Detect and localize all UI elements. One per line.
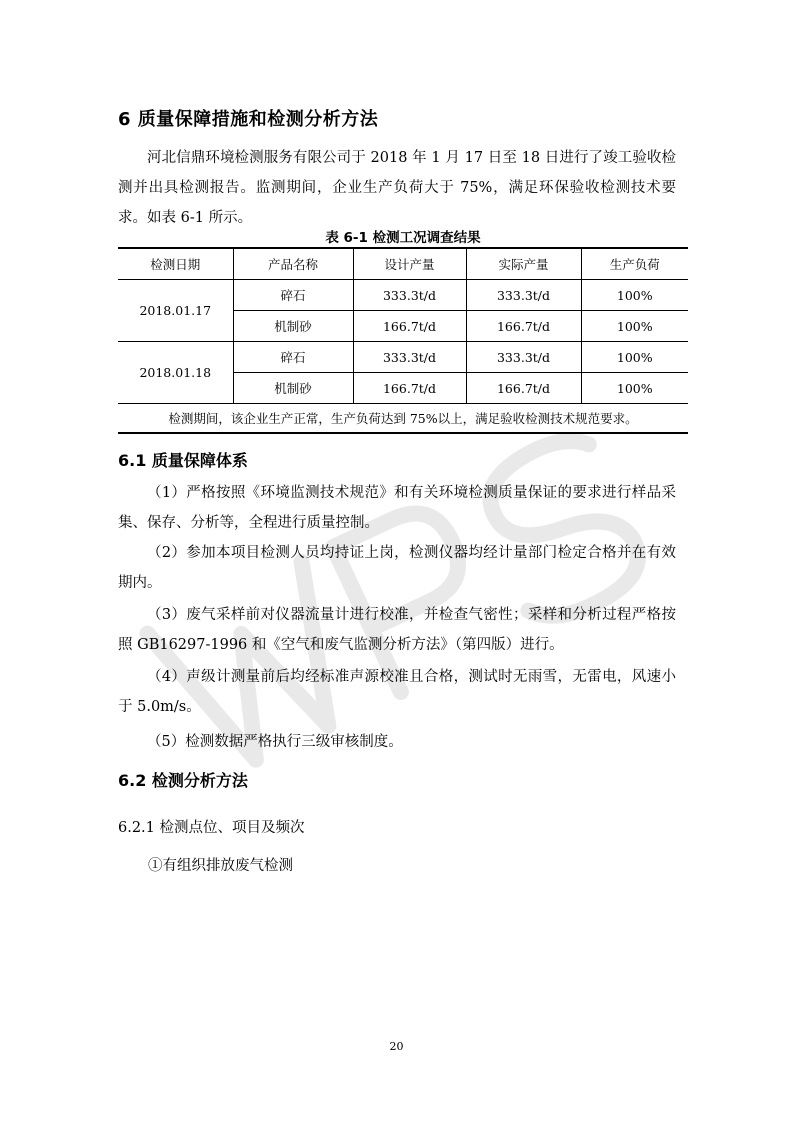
header-design-output: 设计产量 (353, 248, 466, 280)
actual-cell: 166.7t/d (466, 311, 581, 342)
table-note-row (118, 404, 688, 434)
design-cell: 333.3t/d (353, 280, 466, 311)
table-note: 检测期间，该企业生产正常，生产负荷达到 75%以上，满足验收检测技术规范要求。 (118, 404, 688, 434)
header-actual-output: 实际产量 (466, 248, 581, 280)
page-number: 20 (389, 1040, 404, 1053)
inspection-condition-table (118, 247, 688, 434)
section-6-1-heading: 6.1 质量保障体系 (118, 451, 248, 470)
table-header-row (118, 248, 688, 280)
header-date: 检测日期 (118, 248, 233, 280)
qa-item-3: （3）废气采样前对仪器流量计进行校准，并检查气密性；采样和分析过程严格按照 GB16297-1996 和《空气和废气监测分析方法》（第四版）进行。 (118, 607, 676, 653)
date-cell: 2018.01.18 (118, 342, 233, 404)
qa-item-5: （5）检测数据严格执行三级审核制度。 (147, 734, 403, 750)
table-row (118, 342, 688, 373)
table-caption: 表 6-1 检测工况调查结果 (325, 230, 481, 246)
load-cell: 100% (581, 342, 688, 373)
date-cell: 2018.01.17 (118, 280, 233, 342)
header-product: 产品名称 (233, 248, 353, 280)
qa-item-2: （2）参加本项目检测人员均持证上岗，检测仪器均经计量部门检定合格并在有效期内。 (118, 545, 676, 591)
design-cell: 166.7t/d (353, 373, 466, 404)
product-cell: 碎石 (233, 280, 353, 311)
section-6-2-heading: 6.2 检测分析方法 (118, 771, 248, 790)
load-cell: 100% (581, 280, 688, 311)
section-6-heading: 6 质量保障措施和检测分析方法 (118, 109, 379, 130)
product-cell: 碎石 (233, 342, 353, 373)
actual-cell: 333.3t/d (466, 342, 581, 373)
qa-item-1: （1）严格按照《环境监测技术规范》和有关环境检测质量保证的要求进行样品采集、保存、分析等，全程进行质量控制。 (118, 485, 676, 531)
header-load: 生产负荷 (581, 248, 688, 280)
product-cell: 机制砂 (233, 311, 353, 342)
load-cell: 100% (581, 311, 688, 342)
design-cell: 333.3t/d (353, 342, 466, 373)
load-cell: 100% (581, 373, 688, 404)
actual-cell: 166.7t/d (466, 373, 581, 404)
actual-cell: 333.3t/d (466, 280, 581, 311)
product-cell: 机制砂 (233, 373, 353, 404)
section-6-intro: 河北信鼎环境检测服务有限公司于 2018 年 1 月 17 日至 18 日进行了竣工验收检测并出具检测报告。监测期间，企业生产负荷大于 75%，满足环保验收检测技术要求。如表 6-1 所示。 (118, 150, 676, 226)
table-row (118, 280, 688, 311)
subsection-6-2-1: 6.2.1 检测点位、项目及频次 (118, 820, 305, 836)
qa-item-4: （4）声级计测量前后均经标准声源校准且合格，测试时无雨雪，无雷电，风速小于 5.0m/s。 (118, 669, 676, 715)
design-cell: 166.7t/d (353, 311, 466, 342)
organized-emission-item: ①有组织排放废气检测 (148, 858, 293, 874)
